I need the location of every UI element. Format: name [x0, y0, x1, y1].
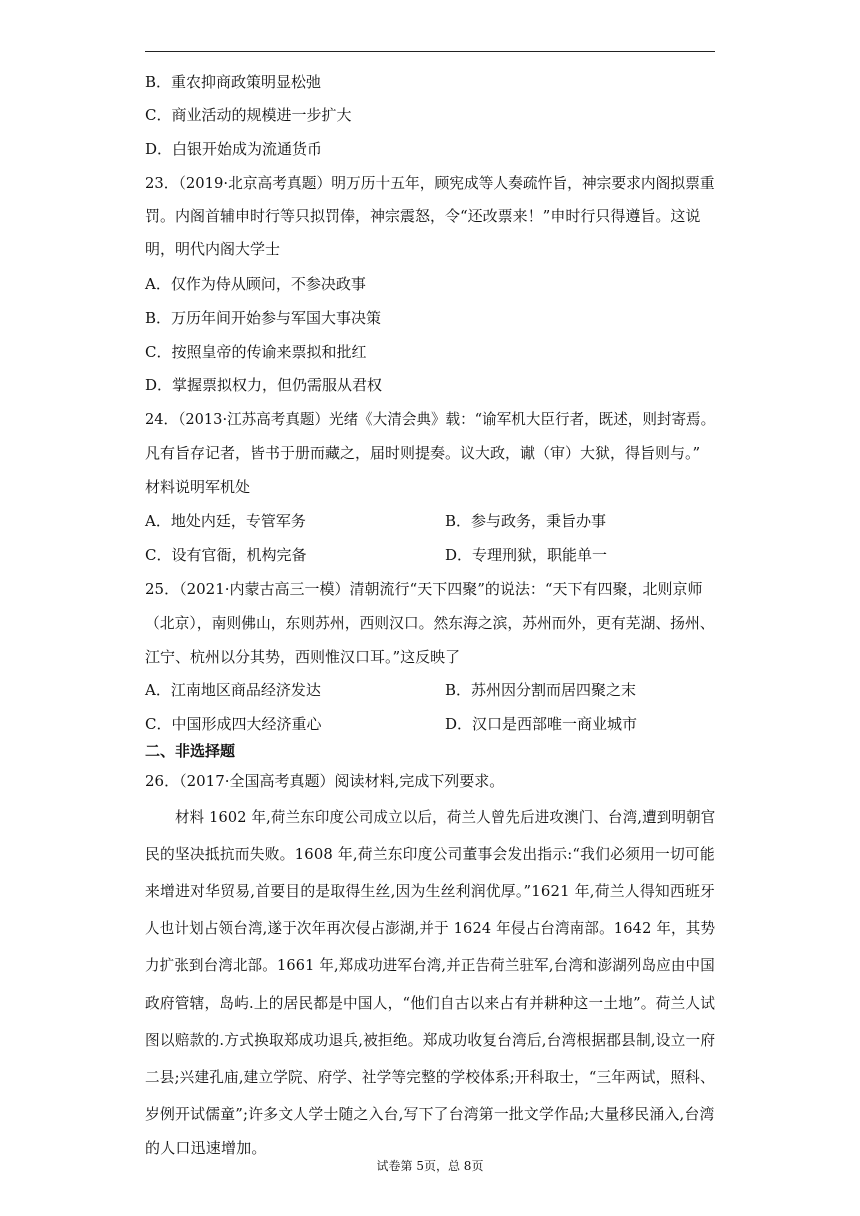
q26-material-line-5: 力扩张到台湾北部。1661 年,郑成功进军台湾,并正告荷兰驻军,台湾和澎湖列岛应由中国 [145, 956, 715, 974]
q25-stem-line-2: （北京），南则佛山，东则苏州，西则汉口。然东海之滨，苏州而外，更有芜湖、扬州、 [145, 614, 715, 632]
q25-option-d: D．汉口是西部唯一商业城市 [445, 715, 638, 733]
q24-stem-line-1: 24．（2013·江苏高考真题）光绪《大清会典》载：“谕军机大臣行者，既述，则封寄焉。 [145, 410, 716, 428]
q26-material-line-3: 来增进对华贸易,首要目的是取得生丝,因为生丝利润优厚。”1621 年,荷兰人得知西班牙 [145, 882, 716, 900]
header-rule [145, 51, 715, 52]
q23-option-a: A．仅作为侍从顾问，不参决政事 [145, 275, 366, 293]
q26-material-line-1: 材料 1602 年,荷兰东印度公司成立以后，荷兰人曾先后进攻澳门、台湾,遭到明朝官 [175, 808, 716, 826]
q24-stem-line-3: 材料说明军机处 [145, 478, 251, 496]
q25-option-a: A．江南地区商品经济发达 [145, 681, 321, 699]
q22-option-b: B．重农抑商政策明显松弛 [145, 73, 322, 91]
q24-stem-line-2: 凡有旨存记者，皆书于册而藏之，届时则提奏。议大政，谳（审）大狱，得旨则与。” [145, 444, 701, 462]
q26-stem: 26．（2017·全国高考真题）阅读材料,完成下列要求。 [145, 772, 505, 790]
q25-stem-line-1: 25．（2021·内蒙古高三一模）清朝流行“天下四聚”的说法：“天下有四聚，北则京师 [145, 580, 703, 598]
q25-option-c: C．中国形成四大经济重心 [145, 715, 322, 733]
q24-option-d: D．专理刑狱，职能单一 [445, 546, 608, 564]
q22-option-c: C．商业活动的规模进一步扩大 [145, 106, 352, 124]
page-footer: 试卷第 5页，总 8页 [376, 1159, 484, 1173]
q23-stem-line-1: 23．（2019·北京高考真题）明万历十五年，顾宪成等人奏疏忤旨，神宗要求内阁拟票重 [145, 174, 715, 192]
q23-option-c: C．按照皇帝的传谕来票拟和批红 [145, 343, 367, 361]
q26-material-line-4: 人也计划占领台湾,遂于次年再次侵占澎湖,并于 1624 年侵占台湾南部。1642 年，其势 [145, 919, 716, 937]
q25-option-b: B．苏州因分割而居四聚之末 [445, 681, 637, 699]
q24-option-c: C．设有官衙，机构完备 [145, 546, 307, 564]
q26-material-line-9: 岁例开试儒童”;许多文人学士随之入台,写下了台湾第一批文学作品;大量移民涌入,台湾 [145, 1105, 715, 1123]
q25-stem-line-3: 江宁、杭州以分其势，西则惟汉口耳。”这反映了 [145, 648, 461, 666]
q23-stem-line-2: 罚。内阁首辅申时行等只拟罚俸，神宗震怒，令“还改票来！”申时行只得遵旨。这说 [145, 207, 701, 225]
q23-option-b: B．万历年间开始参与军国大事决策 [145, 309, 382, 327]
q26-material-line-6: 政府管辖，岛屿.上的居民都是中国人，“他们自古以来占有并耕种这一土地”。荷兰人试 [145, 994, 716, 1012]
section-title-non-choice: 二、非选择题 [145, 742, 236, 760]
q26-material-line-8: 二县;兴建孔庙,建立学院、府学、社学等完整的学校体系;开科取士，“三年两试，照科、 [145, 1068, 715, 1086]
q23-option-d: D．掌握票拟权力，但仍需服从君权 [145, 376, 383, 394]
q23-stem-line-3: 明，明代内阁大学士 [145, 240, 281, 258]
q26-material-line-2: 民的坚决抵抗而失败。1608 年,荷兰东印度公司董事会发出指示:“我们必须用一切可能 [145, 845, 715, 863]
q22-option-d: D．白银开始成为流通货币 [145, 140, 323, 158]
q26-material-line-7: 图以赔款的.方式换取郑成功退兵,被拒绝。郑成功收复台湾后,台湾根据郡县制,设立一府 [145, 1031, 716, 1049]
q26-material-line-10: 的人口迅速增加。 [145, 1139, 267, 1157]
q24-option-a: A．地处内廷，专管军务 [145, 512, 306, 530]
q24-option-b: B．参与政务，秉旨办事 [445, 512, 607, 530]
